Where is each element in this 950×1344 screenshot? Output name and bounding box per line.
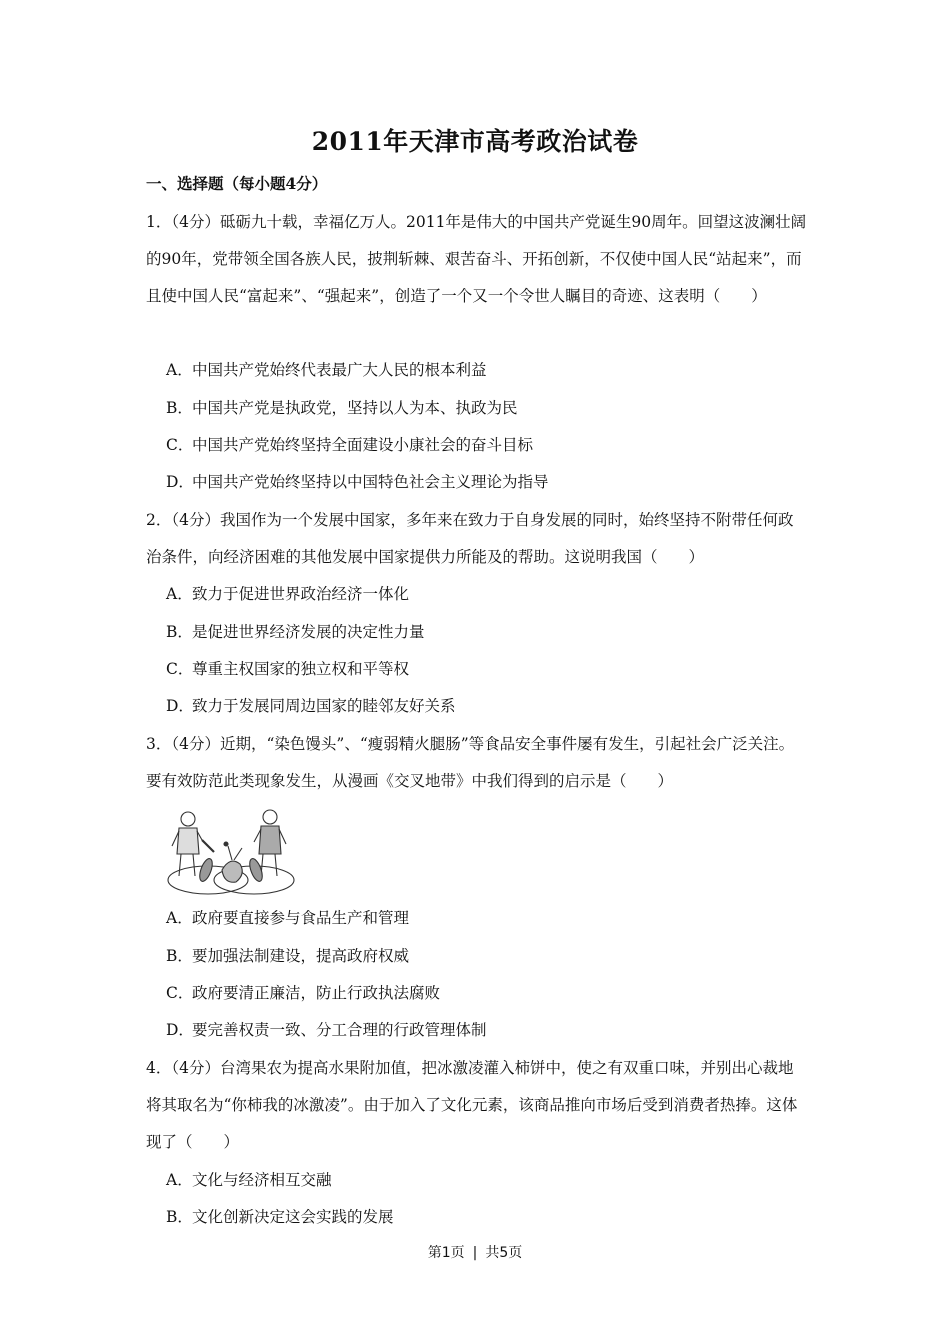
option-4a [166, 1168, 332, 1192]
option-2a [166, 582, 409, 606]
section-heading: 一、选择题（每小题4分） [146, 174, 328, 193]
option-1a [166, 358, 487, 382]
question-1 [146, 204, 808, 315]
cartoon-illustration [162, 804, 300, 898]
option-2d [166, 694, 456, 718]
option-text: 是促进世界经济发展的决定性力量 [192, 623, 425, 641]
footer-page-total: 共5页 [485, 1245, 523, 1261]
option-label: C． [166, 436, 194, 454]
option-3a [166, 906, 409, 930]
question-number: 1．（4分） [146, 213, 220, 231]
option-1d [166, 470, 549, 494]
question-number: 2．（4分） [146, 511, 220, 529]
question-2 [146, 502, 808, 576]
footer-page-number: 第1页 [427, 1245, 465, 1261]
option-2b [166, 620, 425, 644]
option-label: A． [166, 361, 193, 379]
question-number: 3．（4分） [146, 735, 220, 753]
question-3 [146, 726, 808, 800]
option-text: 文化与经济相互交融 [192, 1171, 332, 1189]
option-text: 中国共产党始终坚持全面建设小康社会的奋斗目标 [192, 436, 534, 454]
option-text: 中国共产党始终代表最广大人民的根本利益 [192, 361, 487, 379]
option-text: 政府要清正廉洁，防止行政执法腐败 [192, 984, 441, 1002]
option-text: 致力于发展同周边国家的睦邻友好关系 [192, 697, 456, 715]
option-3c [166, 981, 440, 1005]
option-text: 要完善权责一致、分工合理的行政管理体制 [192, 1021, 487, 1039]
option-label: B． [166, 623, 193, 641]
option-label: D． [166, 473, 194, 491]
option-label: B． [166, 947, 193, 965]
option-text: 尊重主权国家的独立权和平等权 [192, 660, 410, 678]
page-footer [0, 1242, 950, 1262]
option-1c [166, 433, 533, 457]
question-text: 台湾果农为提高水果附加值，把冰激凌灌入柿饼中，使之有双重口味，并别出心裁地将其取名为“你柿我的冰激凌”。由于加入了文化元素，该商品推向市场后受到消费者热捧。这体现了（ ） [146, 1059, 798, 1151]
option-text: 中国共产党始终坚持以中国特色社会主义理论为指导 [192, 473, 549, 491]
option-text: 致力于促进世界政治经济一体化 [192, 585, 410, 603]
option-text: 要加强法制建设，提高政府权威 [192, 947, 410, 965]
option-label: B． [166, 1208, 193, 1226]
option-text: 中国共产党是执政党，坚持以人为本、执政为民 [192, 399, 518, 417]
option-2c [166, 657, 409, 681]
option-3b [166, 944, 409, 968]
option-label: A． [166, 585, 193, 603]
option-3d [166, 1018, 487, 1042]
option-label: A． [166, 1171, 193, 1189]
option-label: D． [166, 1021, 194, 1039]
option-4b [166, 1205, 394, 1229]
question-text: 我国作为一个发展中国家，多年来在致力于自身发展的同时，始终坚持不附带任何政治条件，向经济困难的其他发展中国家提供力所能及的帮助。这说明我国（ ） [146, 511, 794, 566]
option-label: C． [166, 660, 194, 678]
page-title: 2011年天津市高考政治试卷 [311, 127, 639, 156]
option-label: C． [166, 984, 194, 1002]
option-text: 政府要直接参与食品生产和管理 [192, 909, 410, 927]
option-label: D． [166, 697, 194, 715]
option-text: 文化创新决定这会实践的发展 [192, 1208, 394, 1226]
question-4 [146, 1050, 808, 1161]
option-label: B． [166, 399, 193, 417]
question-text: 砥砺九十载，幸福亿万人。2011年是伟大的中国共产党诞生90周年。回望这波澜壮阔的90年，党带领全国各族人民，披荆斩棘、艰苦奋斗、开拓创新，不仅使中国人民“站起来”，而且使中国人民“富起来”、“强起来”，创造了一个又一个令世人瞩目的奇迹、这表明（ ） [146, 213, 807, 305]
option-label: A． [166, 909, 193, 927]
question-number: 4．（4分） [146, 1059, 220, 1077]
question-text: 近期，“染色馒头”、“瘦弱精火腿肠”等食品安全事件屡有发生，引起社会广泛关注。要有效防范此类现象发生，从漫画《交叉地带》中我们得到的启示是（ ） [146, 735, 795, 790]
footer-separator: | [472, 1245, 478, 1261]
option-1b [166, 396, 518, 420]
